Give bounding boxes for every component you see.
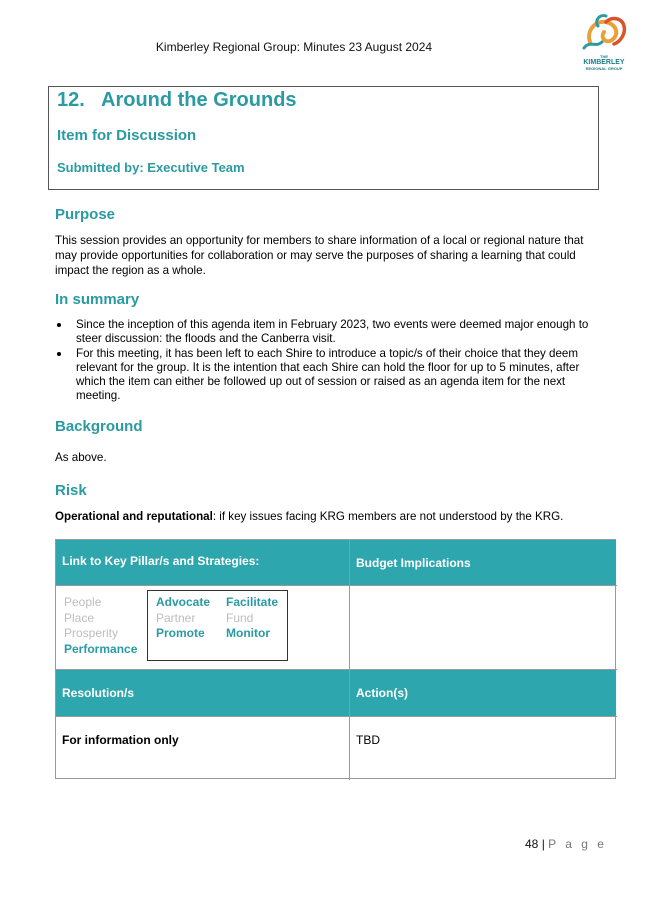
page-number: 48 xyxy=(525,837,539,851)
strategies-col-2 xyxy=(226,595,296,642)
bullet-icon xyxy=(57,352,61,356)
risk-label: Operational and reputational xyxy=(55,510,213,523)
summary-bullet: Since the inception of this agenda item in February 2023, two events were deemed major enough to steer discussion: the floods and the Canberra visit. xyxy=(55,318,595,346)
item-title: Around the Grounds xyxy=(101,89,297,111)
pillars-header: Link to Key Pillar/s and Strategies: xyxy=(56,540,349,585)
purpose-text: This session provides an opportunity for members to share information of a local or regional nature that may provide opportunities for collaboration or may serve the purposes of sharing a learning that could impact the region as a whole. xyxy=(55,234,584,277)
table-divider xyxy=(56,669,617,670)
strategy-facilitate: Facilitate xyxy=(226,595,279,609)
decision-table xyxy=(55,539,616,779)
logo-text-regional-group: REGIONAL GROUP xyxy=(585,66,623,71)
logo-text-kimberley: KIMBERLEY xyxy=(583,59,625,66)
summary-bullet: For this meeting, it has been left to each Shire to introduce a topic/s of their choice that they deem relevant for the group. It is the intention that each Shire can hold the floor for up to 5 minutes, after which the item can either be followed up out of session or raised as an agenda item for the next meeting. xyxy=(55,347,595,403)
submitted-by: Submitted by: Executive Team xyxy=(57,160,245,175)
budget-header: Budget Implications xyxy=(350,540,616,585)
kimberley-logo xyxy=(576,12,632,71)
pillar-performance: Performance xyxy=(64,641,138,656)
pillar-prosperity: Prosperity xyxy=(64,626,119,640)
action-value: TBD xyxy=(356,733,380,747)
action-header: Action(s) xyxy=(350,670,616,716)
page-footer xyxy=(525,837,607,851)
page-separator: | xyxy=(541,837,545,851)
summary-list xyxy=(55,318,595,404)
background-heading: Background xyxy=(55,418,143,435)
summary-heading: In summary xyxy=(55,291,140,308)
item-number: 12. xyxy=(57,89,85,111)
pillar-place: Place xyxy=(64,610,95,625)
resolution-value: For information only xyxy=(62,733,179,747)
risk-heading: Risk xyxy=(55,482,87,499)
item-type: Item for Discussion xyxy=(57,127,197,144)
table-divider xyxy=(56,585,617,586)
strategy-advocate: Advocate xyxy=(156,595,211,609)
strategy-monitor: Monitor xyxy=(226,626,270,640)
risk-description: : if key issues facing KRG members are not understood by the KRG. xyxy=(212,510,564,523)
item-title-box xyxy=(48,86,599,190)
table-divider xyxy=(56,716,617,717)
pillar-people: People xyxy=(64,595,102,609)
risk-text xyxy=(55,509,595,524)
background-text: As above. xyxy=(55,451,107,464)
strategies-box xyxy=(147,590,288,661)
logo-swirl-icon xyxy=(576,12,632,54)
strategy-partner: Partner xyxy=(156,610,196,625)
key-pillars-list xyxy=(64,595,137,657)
item-heading xyxy=(57,89,297,112)
resolution-header: Resolution/s xyxy=(56,670,349,716)
logo-text-the: THE xyxy=(600,54,608,59)
strategy-promote: Promote xyxy=(156,626,205,640)
strategy-fund: Fund xyxy=(226,610,254,625)
document-header-title: Kimberley Regional Group: Minutes 23 August 2024 xyxy=(155,40,433,54)
table-divider xyxy=(349,540,350,780)
bullet-icon xyxy=(57,323,61,327)
page-label: P a g e xyxy=(548,837,607,851)
strategies-col-1 xyxy=(156,595,210,642)
purpose-heading: Purpose xyxy=(55,206,116,223)
